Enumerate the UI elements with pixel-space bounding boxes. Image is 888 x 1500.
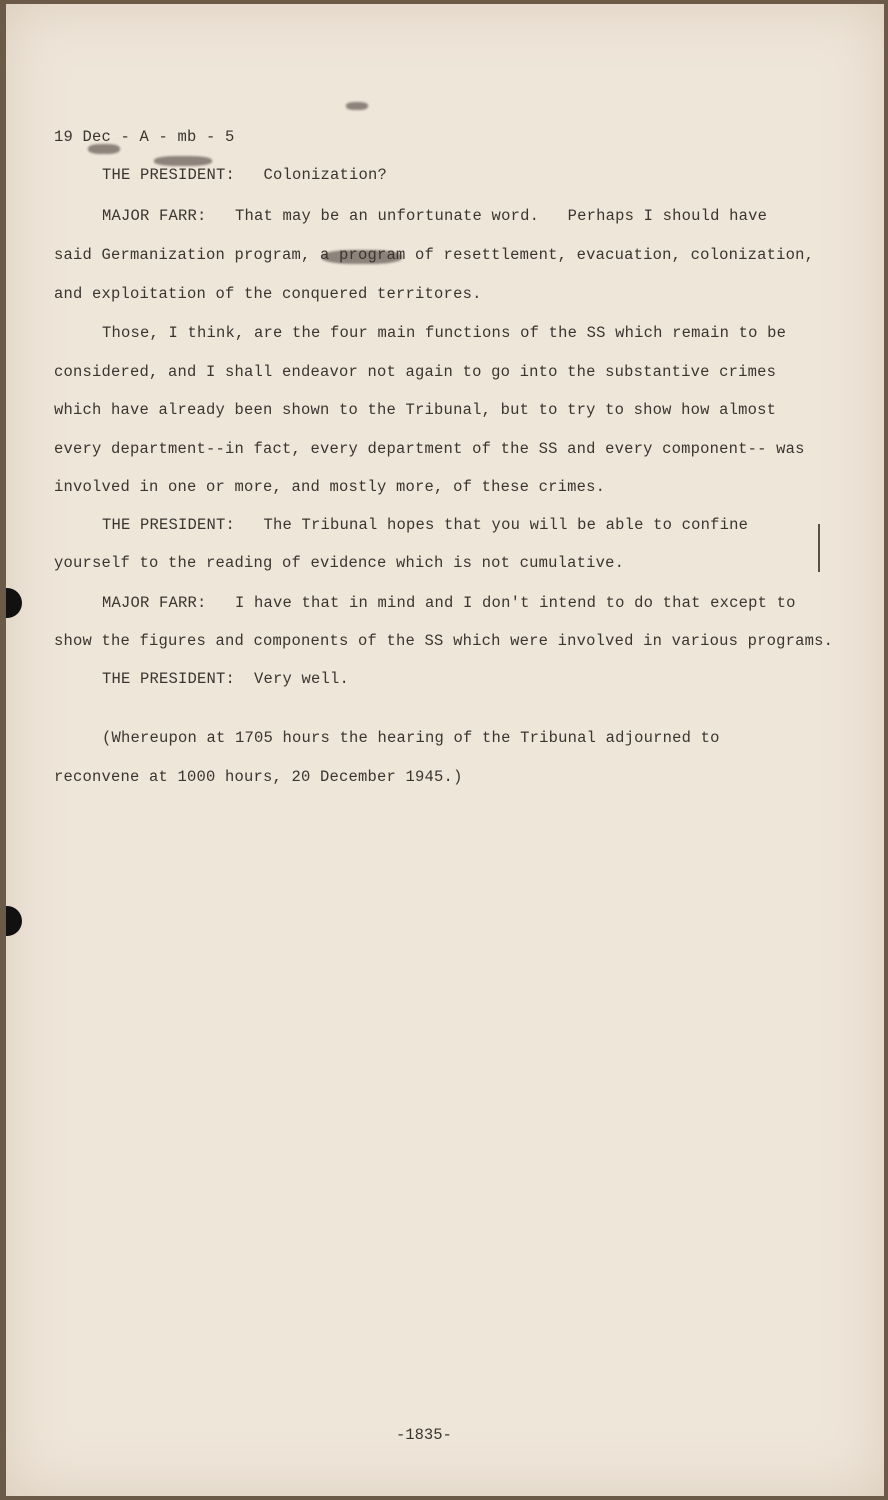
transcript-line: (Whereupon at 1705 hours the hearing of the Tribunal adjourned to bbox=[102, 729, 720, 747]
transcript-line: MAJOR FARR: I have that in mind and I don't intend to do that except to bbox=[102, 594, 796, 612]
transcript-line: considered, and I shall endeavor not again to go into the substantive crimes bbox=[54, 363, 777, 381]
transcript-line: show the figures and components of the SS which were involved in various programs. bbox=[54, 632, 834, 650]
ink-smudge bbox=[346, 102, 368, 110]
transcript-line: said Germanization program, a program of resettlement, evacuation, colonization, bbox=[54, 246, 815, 264]
transcript-line: Those, I think, are the four main functions of the SS which remain to be bbox=[102, 324, 787, 342]
transcript-line: reconvene at 1000 hours, 20 December 1945.) bbox=[54, 768, 463, 786]
transcript-line: THE PRESIDENT: Colonization? bbox=[102, 166, 388, 184]
transcript-line: yourself to the reading of evidence which is not cumulative. bbox=[54, 554, 625, 572]
transcript-line: THE PRESIDENT: Very well. bbox=[102, 670, 350, 688]
punch-hole bbox=[6, 588, 22, 618]
page-number: -1835- bbox=[396, 1426, 452, 1444]
punch-hole bbox=[6, 906, 22, 936]
document-page bbox=[6, 4, 884, 1496]
transcript-line: THE PRESIDENT: The Tribunal hopes that you will be able to confine bbox=[102, 516, 749, 534]
transcript-line: and exploitation of the conquered territores. bbox=[54, 285, 482, 303]
transcript-line: which have already been shown to the Tribunal, but to try to show how almost bbox=[54, 401, 777, 419]
transcript-line: every department--in fact, every department of the SS and every component-- was bbox=[54, 440, 805, 458]
margin-mark bbox=[818, 524, 820, 572]
ink-smudge bbox=[154, 156, 212, 166]
transcript-line: involved in one or more, and mostly more, of these crimes. bbox=[54, 478, 606, 496]
transcript-line: MAJOR FARR: That may be an unfortunate word. Perhaps I should have bbox=[102, 207, 768, 225]
page-reference: 19 Dec - A - mb - 5 bbox=[54, 128, 235, 146]
